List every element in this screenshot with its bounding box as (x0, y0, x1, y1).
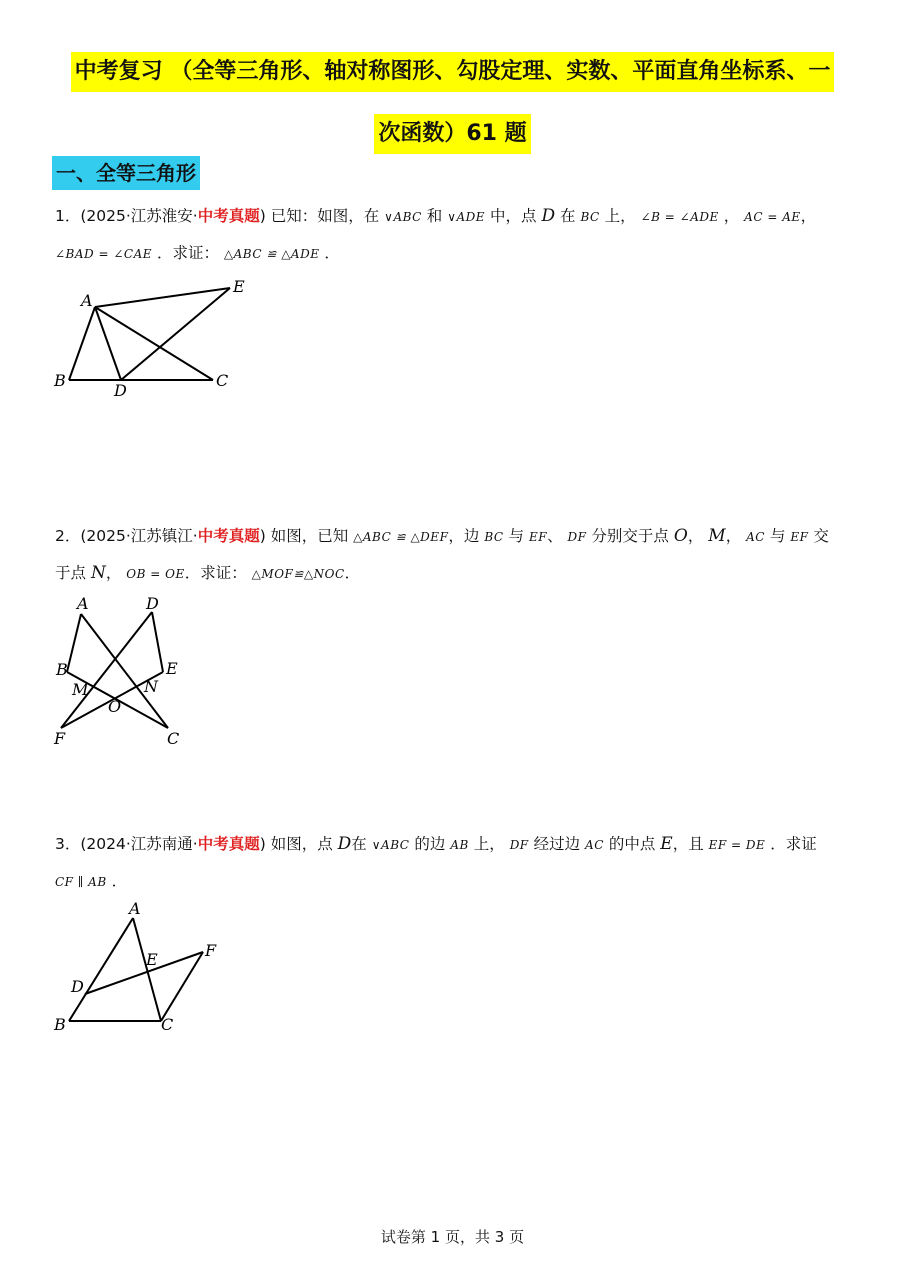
source-tag: 中考真题 (197, 207, 260, 225)
label-C: C (216, 371, 229, 390)
label-N: N (144, 677, 158, 696)
label-D: D (71, 977, 84, 996)
label-A: A (77, 594, 89, 613)
label-E: E (166, 659, 178, 678)
question-3: 3．(2024·江苏南通·中考真题) 如图，点 D在 ∨ABC 的边 AB 上， DF 经过边 AC 的中点 E，且 EF = DE ．求证 CF ∥ AB ． (55, 834, 817, 890)
figure-2 (50, 592, 200, 752)
label-B: B (54, 1015, 66, 1034)
source-tag: 中考真题 (197, 835, 260, 853)
figure-3 (50, 900, 230, 1040)
question-1: 1．(2025·江苏淮安·中考真题) 已知：如图，在 ∨ABC 和 ∨ADE 中，点 D 在 BC 上， ∠B = ∠ADE ， AC = AE， ∠BAD = ∠CAE ．求证： △ABC ≌ △ADE ． (55, 206, 817, 262)
label-C: C (161, 1015, 174, 1034)
question-2: 2．(2025·江苏镇江·中考真题) 如图，已知 △ABC ≌ △DEF，边 BC 与 EF、 DF 分别交于点 O， M， AC 与 EF 交 于点 N， OB = OE．求证： △MOF≌△NOC． (55, 526, 829, 583)
section-heading: 一、全等三角形 (52, 156, 200, 190)
label-F: F (54, 729, 66, 748)
label-B: B (56, 660, 68, 679)
label-A: A (81, 291, 93, 310)
label-B: B (54, 371, 66, 390)
title-line-2: 次函数）61 题 (374, 114, 530, 154)
label-D: D (146, 594, 159, 613)
figure-1 (50, 277, 260, 400)
title-line-1: 中考复习 （全等三角形、轴对称图形、勾股定理、实数、平面直角坐标系、一 (71, 52, 835, 92)
label-F: F (205, 941, 217, 960)
label-D: D (114, 381, 127, 400)
label-E: E (233, 277, 245, 296)
label-C: C (167, 729, 180, 748)
page-footer: 试卷第 1 页，共 3 页 (380, 1228, 525, 1246)
label-O: O (108, 697, 122, 716)
label-M: M (72, 680, 89, 699)
label-A: A (129, 899, 141, 918)
source-tag: 中考真题 (197, 527, 260, 545)
label-E: E (146, 950, 158, 969)
